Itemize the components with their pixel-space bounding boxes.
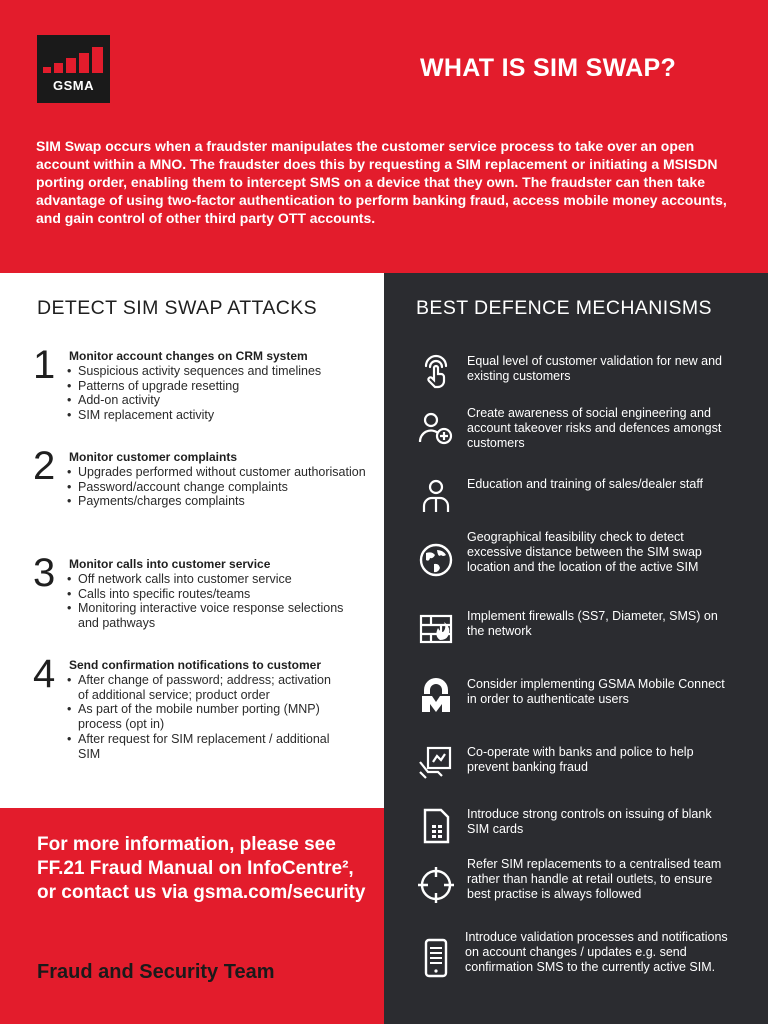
defence-section-title: BEST DEFENCE MECHANISMS (416, 297, 712, 319)
list-item: • SIM replacement activity (67, 408, 367, 423)
list-item: • Password/account change complaints (67, 480, 367, 495)
staff-person-icon (416, 476, 456, 516)
list-item: • As part of the mobile number porting (MNP) process (opt in) (67, 702, 337, 731)
logo-bars-icon (43, 47, 103, 73)
step-number: 4 (33, 652, 56, 696)
detect-section-title: DETECT SIM SWAP ATTACKS (37, 297, 318, 319)
logo-wordmark: GSMA (53, 78, 94, 93)
cooperation-icon (416, 742, 456, 782)
step-list (67, 572, 367, 631)
intro-paragraph: SIM Swap occurs when a fraudster manipulates the customer service process to take over an open account within a MNO. The fraudster does this by requesting a SIM replacement or initiating a MSISDN porting order, enabling them to intercept SMS on a device that they own. The fraudster can then take advantage of using two-factor authentication to perform banking fraud, access mobile money accounts, and gain control of other third party OTT accounts. (36, 138, 727, 226)
crosshair-icon (416, 865, 456, 905)
sim-card-icon (416, 806, 456, 846)
list-item: • Upgrades performed without customer authorisation (67, 465, 367, 480)
list-item: • Suspicious activity sequences and timelines (67, 364, 367, 379)
step-number: 1 (33, 343, 56, 387)
step-list (67, 673, 337, 761)
list-item: • Off network calls into customer service (67, 572, 367, 587)
fingerprint-touch-icon (416, 350, 456, 390)
defence-text: Refer SIM replacements to a centralised team rather than handle at retail outlets, to ensure best practise is always followed (467, 857, 722, 901)
step-list (67, 364, 367, 423)
list-item: • Patterns of upgrade resetting (67, 379, 367, 394)
list-item: • Calls into specific routes/teams (67, 587, 367, 602)
defence-text: Introduce validation processes and notifications on account changes / updates e.g. send confirmation SMS to the currently active SIM. (465, 930, 728, 974)
user-add-icon (416, 408, 456, 448)
list-item: • After change of password; address; activation of additional service; product order (67, 673, 337, 702)
defence-text: Co-operate with banks and police to help prevent banking fraud (467, 745, 694, 774)
team-name: Fraud and Security Team (37, 961, 275, 983)
firewall-icon (416, 608, 456, 648)
list-item: • Add-on activity (67, 393, 367, 408)
defence-text: Geographical feasibility check to detect excessive distance between the SIM swap location and the location of the active SIM (467, 530, 702, 574)
page-title: WHAT IS SIM SWAP? (420, 54, 677, 82)
defence-text: Equal level of customer validation for new and existing customers (467, 354, 723, 383)
defence-text: Implement firewalls (SS7, Diameter, SMS) on the network (467, 609, 718, 638)
mobile-connect-icon (416, 674, 456, 714)
step-number: 3 (33, 551, 56, 595)
step-number: 2 (33, 444, 56, 488)
gsma-logo (37, 35, 110, 103)
step-heading: Monitor calls into customer service (69, 557, 271, 571)
step-heading: Monitor customer complaints (69, 450, 238, 464)
mobile-phone-icon (416, 938, 456, 978)
step-heading: Send confirmation notifications to customer (69, 658, 322, 672)
defence-text: Create awareness of social engineering and account takeover risks and defences amongst customers (467, 406, 722, 450)
defence-text: Consider implementing GSMA Mobile Connect in order to authenticate users (467, 677, 725, 706)
step-list (67, 465, 367, 509)
list-item: • After request for SIM replacement / additional SIM (67, 732, 337, 761)
defence-text: Introduce strong controls on issuing of blank SIM cards (467, 807, 712, 836)
globe-icon (416, 540, 456, 580)
step-heading: Monitor account changes on CRM system (69, 349, 308, 363)
defence-text: Education and training of sales/dealer staff (467, 477, 704, 491)
more-info-text: For more information, please see FF.21 Fraud Manual on InfoCentre², or contact us via gsma.com/security (37, 834, 366, 903)
list-item: • Payments/charges complaints (67, 494, 367, 509)
list-item: • Monitoring interactive voice response selections and pathways (67, 601, 367, 630)
